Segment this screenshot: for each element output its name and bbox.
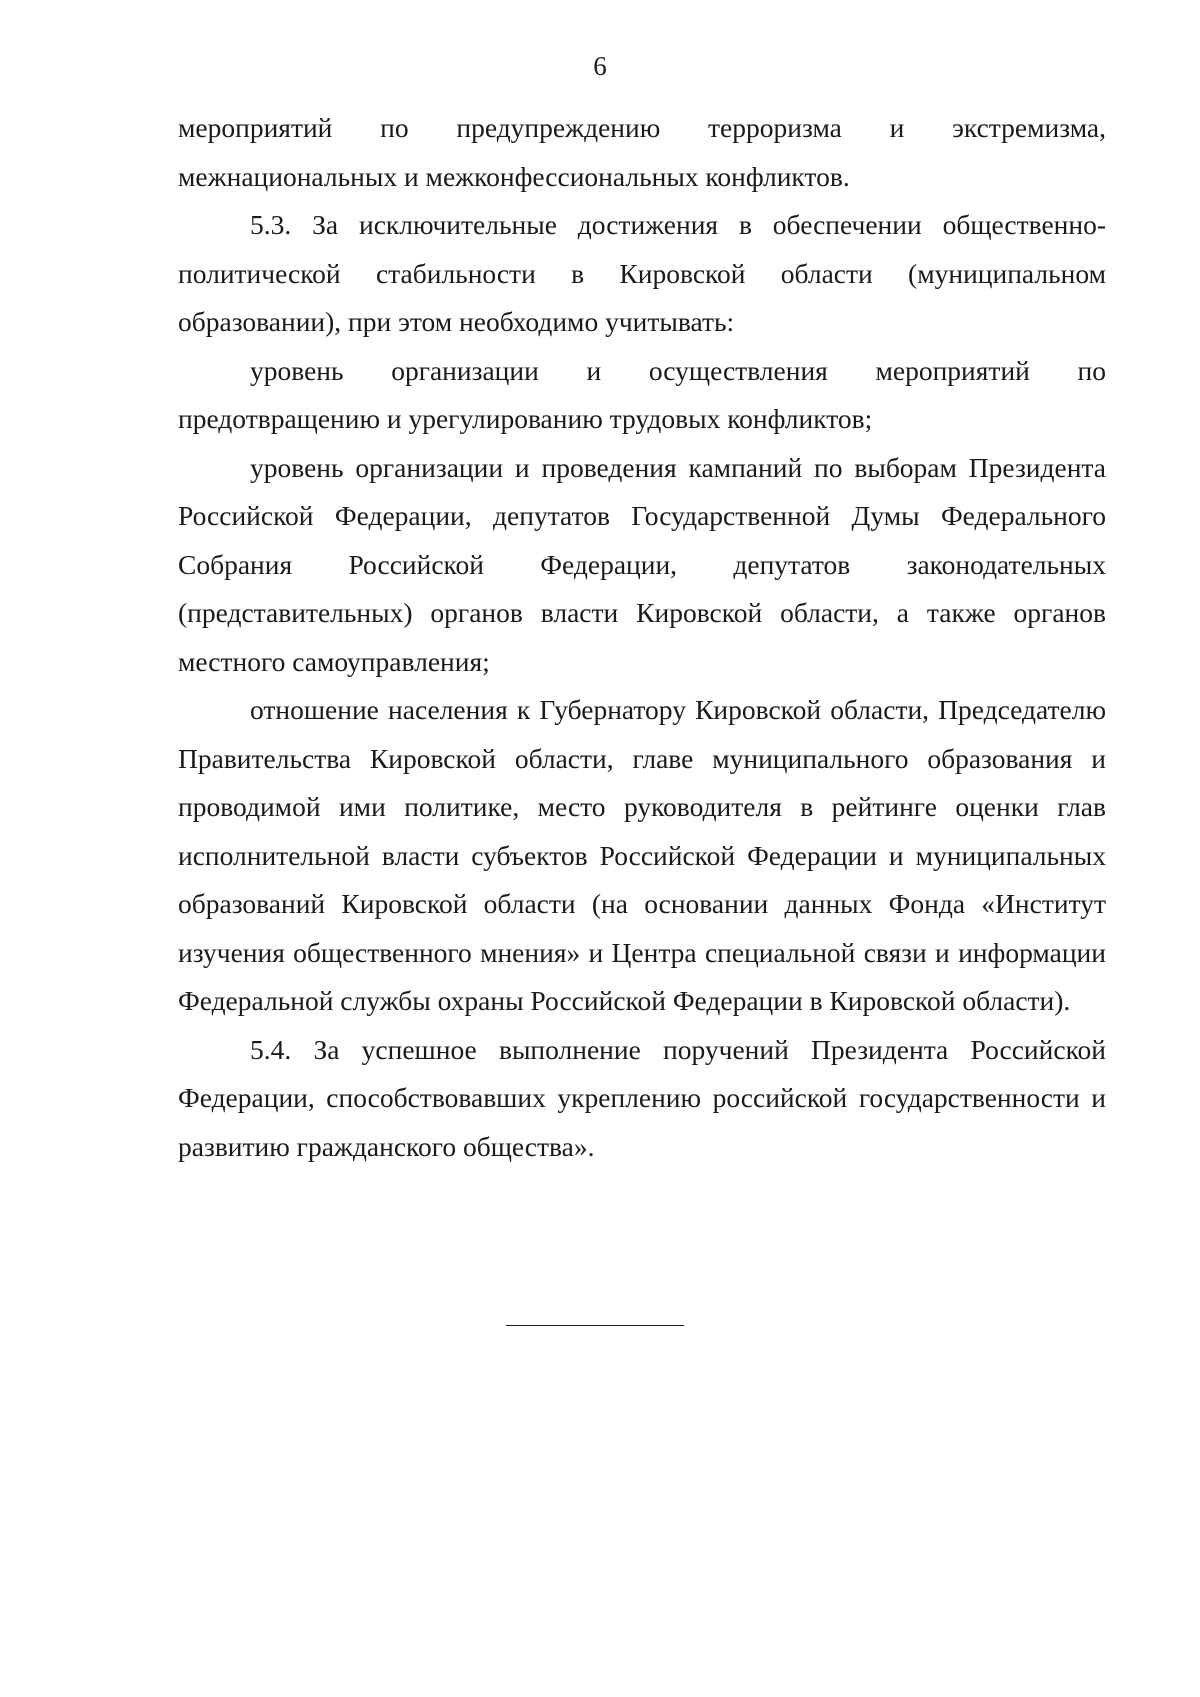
page-number: 6 bbox=[593, 51, 607, 81]
paragraph-public-attitude: отношение населения к Губернатору Кировской области, Председателю Правительства Кировской области, главе муниципального образования и проводимой ими политике, место руководителя в рейтинге оценки глав исполнительной власти субъектов Российской Федерации и муниципальных образований Кировской области (на основании данных Фонда «Институт изучения общественного мнения» и Центра специальной связи и информации Федеральной службы охраны Российской Федерации в Кировской области). bbox=[178, 694, 1106, 1016]
paragraph-continuation: мероприятий по предупреждению терроризма и экстремизма, межнациональных и межконфессиональных конфликтов. bbox=[178, 112, 1106, 192]
paragraph-labor-conflicts: уровень организации и осуществления мероприятий по предотвращению и урегулированию трудовых конфликтов; bbox=[178, 354, 1106, 434]
paragraph-elections: уровень организации и проведения кампаний по выборам Президента Российской Федерации, депутатов Государственной Думы Федерального Собрания Российской Федерации, депутатов законодательных (представительных) органов власти Кировской области, а также органов местного самоуправления; bbox=[178, 451, 1106, 677]
paragraph-5-3: 5.3. За исключительные достижения в обеспечении общественно-политической стабильности в Кировской области (муниципальном образовании), при этом необходимо учитывать: bbox=[178, 209, 1106, 337]
paragraph-5-4: 5.4. За успешное выполнение поручений Президента Российской Федерации, способствовавших укреплению российской государственности и развитию гражданского общества». bbox=[178, 1033, 1106, 1162]
document-body bbox=[178, 104, 1106, 1171]
end-separator-line bbox=[506, 1325, 684, 1326]
